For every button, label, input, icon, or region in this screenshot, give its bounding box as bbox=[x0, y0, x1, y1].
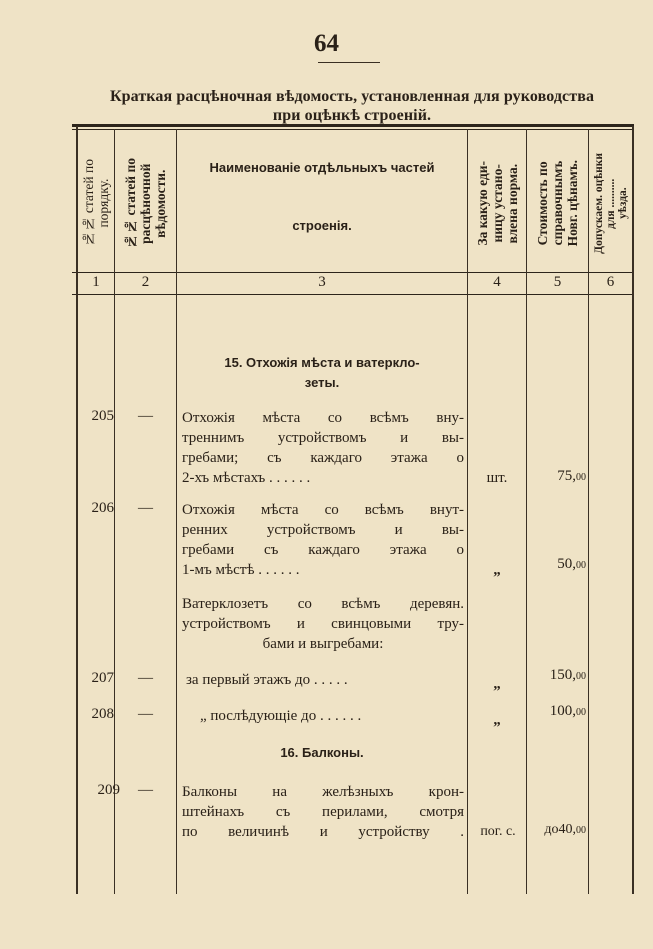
top-rule-thin bbox=[72, 129, 634, 130]
heading-line-1: Краткая расцѣночная вѣдомость, установленная для руководства bbox=[109, 88, 595, 105]
col-header-4: За какую еди- ницу устано- влена норма. bbox=[474, 160, 520, 246]
row-209-description: Балконы на желѣзныхъ крон- штейнахъ съ перилами, смотря по величинѣ и устройству . bbox=[182, 784, 464, 840]
col-header-5: Стоимость по справочнымъ Новг. цѣнамъ. bbox=[535, 159, 580, 247]
row-205-ref: — bbox=[138, 408, 153, 424]
row-209-ref: — bbox=[138, 782, 153, 798]
row-208-number: 208 bbox=[91, 706, 114, 722]
row-208-description: „ послѣдующіе до . . . . . . bbox=[200, 708, 362, 724]
row-207-description: за первый этажъ до . . . . . bbox=[186, 672, 348, 688]
heading-line-2: при оцѣнкѣ строеній. bbox=[272, 107, 432, 124]
row-207-unit: „ bbox=[493, 676, 501, 692]
row-207-price: 150,00 bbox=[549, 667, 586, 683]
row-209-number: 209 bbox=[97, 782, 120, 798]
page-number: 64 bbox=[314, 30, 339, 57]
col-number-2: 2 bbox=[141, 274, 150, 290]
row-208-unit: „ bbox=[493, 712, 501, 728]
col-number-1: 1 bbox=[92, 274, 100, 290]
row-208-price: 100,00 bbox=[549, 703, 586, 719]
top-rule-thick bbox=[72, 124, 634, 127]
col-header-3-sub: строенія. bbox=[292, 218, 352, 233]
row-209-price: до40,00 bbox=[544, 822, 586, 837]
row-206-price: 50,00 bbox=[557, 556, 586, 572]
column-number-rule bbox=[72, 294, 634, 295]
row-206-unit: „ bbox=[493, 562, 501, 578]
row-205-unit: шт. bbox=[486, 470, 508, 486]
page-number-rule bbox=[318, 62, 380, 63]
watercloset-description: Ватерклозетъ со всѣмъ деревян. устройствомъ и свинцовыми тру- бами и выгребами: bbox=[182, 596, 464, 652]
col-header-2: №№ статей по расцѣночной вѣдомости. bbox=[123, 157, 168, 249]
row-205-number: 205 bbox=[91, 408, 114, 424]
col-divider-2 bbox=[176, 129, 177, 894]
col-number-3: 3 bbox=[318, 274, 326, 290]
row-207-ref: — bbox=[138, 670, 153, 686]
col-header-6: Допускаем. оцѣнки для .......... уѣзда. bbox=[592, 152, 629, 254]
row-206-description: Отхожія мѣста со всѣмъ внут- ренних устройствомъ и вы- гребами съ каждаго этажа о 1-мъ мѣстѣ . . . . . . bbox=[182, 502, 464, 578]
row-207-number: 207 bbox=[91, 670, 114, 686]
col-number-6: 6 bbox=[606, 274, 615, 290]
col-number-5: 5 bbox=[553, 274, 562, 290]
col-header-3: Наименованіе отдѣльныхъ частей bbox=[209, 160, 435, 175]
right-border bbox=[632, 126, 634, 894]
section-16-title: 16. Балконы. bbox=[280, 745, 364, 760]
col-header-1: №№ статей по порядку. bbox=[81, 159, 111, 247]
row-205-price: 75,00 bbox=[557, 468, 586, 484]
row-206-ref: — bbox=[138, 500, 153, 516]
table-heading bbox=[62, 87, 642, 125]
row-209-unit: пог. с. bbox=[480, 824, 516, 839]
row-205-description: Отхожія мѣста со всѣмъ вну- треннимъ устройствомъ и вы- гребами; съ каждаго этажа о 2-хъ мѣстахъ . . . . . . bbox=[182, 410, 464, 486]
row-206-number: 206 bbox=[91, 500, 114, 516]
row-208-ref: — bbox=[138, 706, 153, 722]
section-15-title: 15. Отхожія мѣста и ватеркло- зеты. bbox=[224, 355, 420, 390]
col-number-4: 4 bbox=[493, 274, 501, 290]
